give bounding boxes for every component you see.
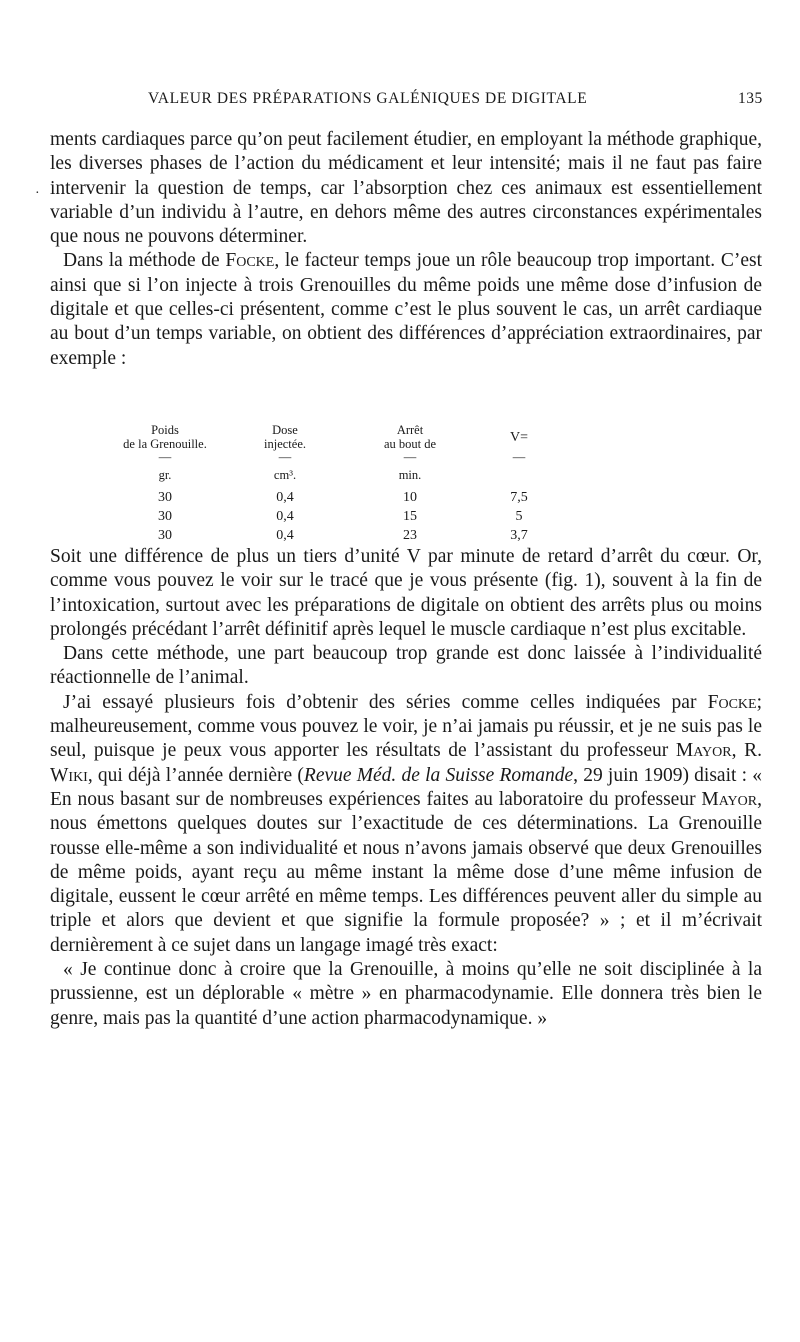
column-header: Poids de la Grenouille. bbox=[123, 423, 207, 451]
running-head bbox=[0, 90, 800, 114]
running-title: VALEUR DES PRÉPARATIONS GALÉNIQUES DE DIGITALE bbox=[148, 90, 588, 107]
body-text-bottom bbox=[50, 545, 762, 1031]
column-header: V= bbox=[509, 430, 528, 445]
table-cell: 3,7 bbox=[510, 528, 528, 543]
margin-dot: · bbox=[35, 186, 40, 201]
table-column-v: V= — 7,5 5 3,7 bbox=[483, 424, 555, 545]
column-unit bbox=[483, 466, 555, 488]
table-cell: 30 bbox=[158, 490, 172, 505]
table-cell: 30 bbox=[158, 528, 172, 543]
table-cell: 23 bbox=[403, 528, 417, 543]
author-name-wiki: Wiki bbox=[50, 764, 88, 786]
paragraph-individuality: Dans cette méthode, une part beaucoup trop grande est donc laissée à l’individualité réactionnelle de l’animal. bbox=[50, 643, 762, 689]
paragraph-continuation: ments cardiaques parce qu’on peut facilement étudier, en employant la méthode graphique, les diverses phases de l’action du médicament et leur intensité; mais il ne faut pas faire intervenir la question de temps, car l’absorption chez ces animaux est essentiellement variable d’un individu à l’autre, en dehors même des autres circonstances expérimentales que nous ne pouvons déterminer. bbox=[50, 129, 762, 248]
journal-title: Revue Méd. de la Suisse Romande bbox=[303, 764, 574, 786]
paragraph-difference: Soit une différence de plus un tiers d’unité V par minute de retard d’arrêt du cœur. Or, comme vous pouvez le voir sur le tracé que je vous présente (fig. 1), souvent à la fin de l’intoxication, surtout avec les préparations de digitale on obtient des arrêts plus ou moins prolongés précédant l’arrêt définitif après lequel le muscle cardiaque n’est plus excitable. bbox=[50, 546, 762, 640]
paragraph-closing-quote: « Je continue donc à croire que la Grenouille, à moins qu’elle ne soit disciplinée à la prussienne, est un déplorable « mètre » en pharmacodynamie. Elle donnera très bien le genre, mais pas la quantité d’une action pharmacodynamique. » bbox=[50, 959, 762, 1029]
author-name-focke: Focke bbox=[225, 250, 275, 272]
table-cell: 7,5 bbox=[510, 490, 528, 505]
table-column-arrest: Arrêt au bout de — min. 10 15 23 bbox=[350, 424, 470, 545]
table-cell: 0,4 bbox=[276, 490, 294, 505]
table-cell: 30 bbox=[158, 509, 172, 524]
author-name-mayor: Mayor bbox=[701, 788, 758, 810]
column-header: Arrêt au bout de bbox=[383, 423, 437, 451]
author-name-focke: Focke bbox=[707, 691, 757, 713]
author-name-mayor: Mayor bbox=[675, 740, 732, 762]
page-number: 135 bbox=[738, 90, 763, 107]
table-cell: 5 bbox=[515, 509, 523, 524]
table-cell: 0,4 bbox=[276, 528, 294, 543]
column-unit: min. bbox=[398, 468, 422, 482]
column-unit: gr. bbox=[158, 468, 172, 482]
table-cell: 0,4 bbox=[276, 509, 294, 524]
table-cell: 10 bbox=[403, 490, 417, 505]
table-column-weight: Poids de la Grenouille. — gr. 30 30 30 bbox=[95, 424, 235, 545]
table-column-dose: Dose injectée. — cm³. 0,4 0,4 0,4 bbox=[235, 424, 335, 545]
paragraph-focke-method: Dans la méthode de Focke, le facteur temps joue un rôle beaucoup trop important. C’est ainsi que si l’on injecte à trois Grenouilles du même poids une même dose d’infusion de digitale et que celles-ci présentent, comme c’est le plus souvent le cas, un arrêt cardiaque au bout d’un temps variable, on obtient des différences d’appréciation extraordinaires, par exemple : bbox=[50, 250, 762, 369]
body-text-top bbox=[50, 128, 762, 371]
table-cell: 15 bbox=[403, 509, 417, 524]
column-unit: cm³. bbox=[273, 468, 297, 482]
column-header: Dose injectée. bbox=[264, 423, 306, 451]
paragraph-wiki-quote: J’ai essayé plusieurs fois d’obtenir des séries comme celles indiquées par Focke; malheureusement, comme vous pouvez le voir, je n’ai jamais pu réussir, et je ne suis pas le seul, puisque je peux vous apporter les résultats de l’assistant du professeur Mayor, R. Wiki, qui déjà l’année dernière (Revue Méd. de la Suisse Romande, 29 juin 1909) disait : « En nous basant sur de nombreuses expériences faites au laboratoire du professeur Mayor, nous émettons quelques doutes sur l’exactitude de ces déterminations. La Grenouille rousse elle-même a son individualité et nous n’avons jamais observé que deux Grenouilles de même poids, ayant reçu au même instant la même dose d’une même infusion de digitale, eussent le cœur arrêté en même temps. Les différences peuvent aller du simple au triple et alors que devient et que signifie la formule proposée? » ; et il m’écrivait dernièrement à ce sujet dans un langage imagé très exact: bbox=[50, 691, 762, 956]
